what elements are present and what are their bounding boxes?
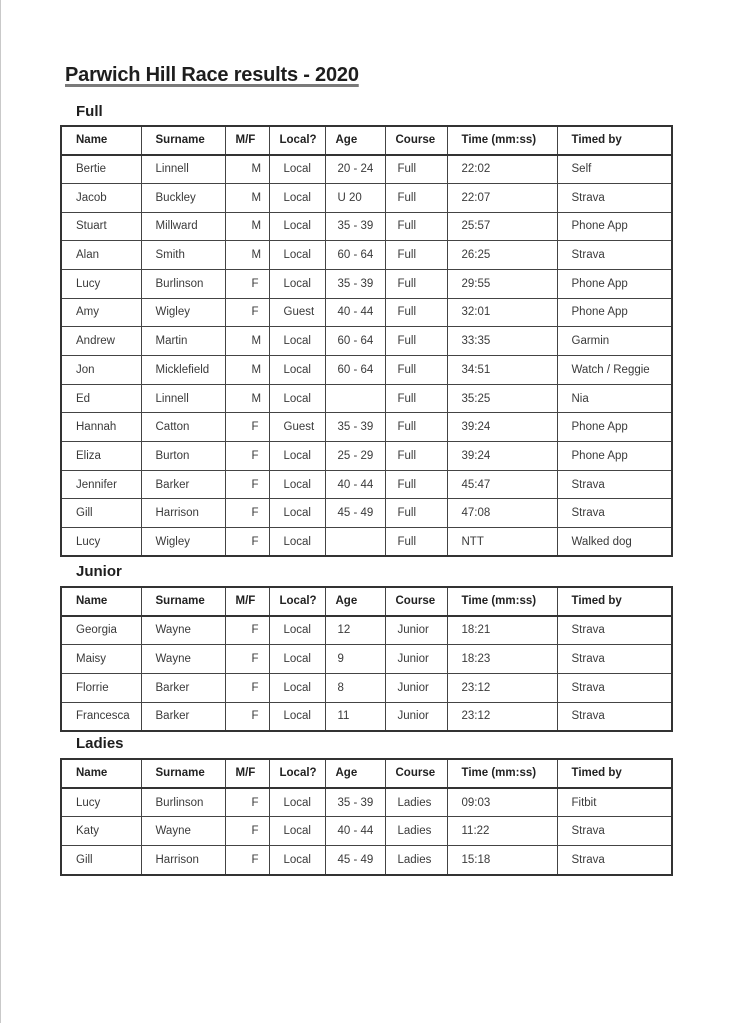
column-header-surname: Surname [141, 126, 225, 155]
cell-course: Ladies [385, 817, 447, 846]
cell-name: Georgia [61, 616, 141, 645]
cell-timed-by: Watch / Reggie [557, 356, 672, 385]
cell-local: Local [269, 327, 325, 356]
cell-surname: Millward [141, 212, 225, 241]
cell-time: 45:47 [447, 470, 557, 499]
cell-course: Full [385, 413, 447, 442]
section-heading-full: Full [76, 103, 103, 120]
cell-mf: F [225, 788, 269, 817]
cell-time: 26:25 [447, 241, 557, 270]
cell-timed-by: Fitbit [557, 788, 672, 817]
cell-age [325, 384, 385, 413]
cell-local: Local [269, 817, 325, 846]
cell-local: Local [269, 788, 325, 817]
cell-surname: Harrison [141, 499, 225, 528]
cell-name: Hannah [61, 413, 141, 442]
cell-local: Guest [269, 413, 325, 442]
cell-timed-by: Phone App [557, 442, 672, 471]
table-row [61, 470, 672, 499]
column-header-local: Local? [269, 126, 325, 155]
column-header-time: Time (mm:ss) [447, 587, 557, 616]
cell-surname: Buckley [141, 183, 225, 212]
cell-surname: Wayne [141, 817, 225, 846]
page-edge [0, 0, 1, 1023]
cell-timed-by: Phone App [557, 413, 672, 442]
cell-local: Local [269, 499, 325, 528]
cell-mf: F [225, 702, 269, 731]
cell-timed-by: Strava [557, 673, 672, 702]
table-row [61, 702, 672, 731]
cell-surname: Smith [141, 241, 225, 270]
cell-surname: Burlinson [141, 788, 225, 817]
column-header-name: Name [61, 587, 141, 616]
cell-timed-by: Strava [557, 499, 672, 528]
cell-mf: F [225, 470, 269, 499]
column-header-timed-by: Timed by [557, 759, 672, 788]
cell-course: Junior [385, 645, 447, 674]
cell-local: Local [269, 470, 325, 499]
column-header-mf: M/F [225, 126, 269, 155]
table-row [61, 298, 672, 327]
cell-local: Local [269, 384, 325, 413]
table-row [61, 788, 672, 817]
cell-name: Stuart [61, 212, 141, 241]
cell-name: Gill [61, 846, 141, 875]
cell-surname: Wigley [141, 528, 225, 557]
cell-time: 23:12 [447, 673, 557, 702]
cell-local: Local [269, 155, 325, 184]
column-header-course: Course [385, 126, 447, 155]
cell-mf: M [225, 212, 269, 241]
cell-name: Eliza [61, 442, 141, 471]
cell-mf: M [225, 241, 269, 270]
cell-course: Full [385, 155, 447, 184]
table-row [61, 846, 672, 875]
column-header-local: Local? [269, 587, 325, 616]
column-header-time: Time (mm:ss) [447, 759, 557, 788]
cell-local: Local [269, 702, 325, 731]
cell-surname: Linnell [141, 155, 225, 184]
cell-name: Amy [61, 298, 141, 327]
table-row [61, 528, 672, 557]
cell-time: 29:55 [447, 269, 557, 298]
cell-time: NTT [447, 528, 557, 557]
column-header-name: Name [61, 759, 141, 788]
column-header-time: Time (mm:ss) [447, 126, 557, 155]
cell-mf: F [225, 499, 269, 528]
cell-course: Full [385, 499, 447, 528]
document-title: Parwich Hill Race results - 2020 [65, 64, 359, 86]
header-row [61, 587, 672, 616]
section-heading-junior: Junior [76, 563, 122, 580]
column-header-age: Age [325, 587, 385, 616]
column-header-timed-by: Timed by [557, 126, 672, 155]
cell-mf: F [225, 616, 269, 645]
cell-course: Full [385, 212, 447, 241]
cell-course: Full [385, 442, 447, 471]
cell-timed-by: Self [557, 155, 672, 184]
cell-name: Lucy [61, 269, 141, 298]
cell-mf: F [225, 442, 269, 471]
cell-timed-by: Phone App [557, 298, 672, 327]
cell-time: 33:35 [447, 327, 557, 356]
cell-course: Junior [385, 702, 447, 731]
cell-name: Lucy [61, 528, 141, 557]
cell-time: 34:51 [447, 356, 557, 385]
cell-local: Local [269, 269, 325, 298]
table-row [61, 155, 672, 184]
cell-surname: Burlinson [141, 269, 225, 298]
header-row [61, 759, 672, 788]
cell-name: Katy [61, 817, 141, 846]
cell-age: 40 - 44 [325, 298, 385, 327]
cell-time: 25:57 [447, 212, 557, 241]
cell-age: 40 - 44 [325, 470, 385, 499]
table-row [61, 356, 672, 385]
cell-time: 15:18 [447, 846, 557, 875]
cell-age: 11 [325, 702, 385, 731]
column-header-name: Name [61, 126, 141, 155]
table-row [61, 241, 672, 270]
column-header-surname: Surname [141, 587, 225, 616]
cell-course: Full [385, 356, 447, 385]
cell-time: 47:08 [447, 499, 557, 528]
cell-local: Local [269, 356, 325, 385]
junior-results-table [60, 586, 673, 732]
cell-surname: Wayne [141, 645, 225, 674]
cell-mf: M [225, 384, 269, 413]
cell-name: Francesca [61, 702, 141, 731]
cell-surname: Martin [141, 327, 225, 356]
table-row [61, 817, 672, 846]
cell-time: 22:02 [447, 155, 557, 184]
cell-surname: Catton [141, 413, 225, 442]
cell-age: 35 - 39 [325, 269, 385, 298]
cell-local: Local [269, 241, 325, 270]
cell-course: Ladies [385, 788, 447, 817]
cell-time: 39:24 [447, 442, 557, 471]
cell-local: Local [269, 616, 325, 645]
column-header-mf: M/F [225, 759, 269, 788]
cell-timed-by: Strava [557, 183, 672, 212]
cell-mf: M [225, 327, 269, 356]
cell-local: Local [269, 528, 325, 557]
cell-age: 45 - 49 [325, 499, 385, 528]
cell-course: Full [385, 528, 447, 557]
cell-mf: F [225, 413, 269, 442]
cell-timed-by: Strava [557, 241, 672, 270]
cell-time: 22:07 [447, 183, 557, 212]
cell-age [325, 528, 385, 557]
cell-mf: M [225, 183, 269, 212]
cell-age: 12 [325, 616, 385, 645]
cell-time: 35:25 [447, 384, 557, 413]
cell-local: Local [269, 673, 325, 702]
section-heading-ladies: Ladies [76, 735, 124, 752]
column-header-course: Course [385, 587, 447, 616]
cell-surname: Micklefield [141, 356, 225, 385]
cell-timed-by: Phone App [557, 269, 672, 298]
column-header-surname: Surname [141, 759, 225, 788]
cell-age: U 20 [325, 183, 385, 212]
column-header-course: Course [385, 759, 447, 788]
cell-local: Local [269, 212, 325, 241]
cell-timed-by: Strava [557, 616, 672, 645]
cell-age: 9 [325, 645, 385, 674]
cell-timed-by: Strava [557, 470, 672, 499]
cell-time: 18:23 [447, 645, 557, 674]
cell-local: Local [269, 183, 325, 212]
cell-mf: F [225, 645, 269, 674]
cell-course: Full [385, 269, 447, 298]
table-row [61, 616, 672, 645]
column-header-mf: M/F [225, 587, 269, 616]
cell-local: Local [269, 846, 325, 875]
cell-age: 35 - 39 [325, 413, 385, 442]
cell-name: Jon [61, 356, 141, 385]
header-row [61, 126, 672, 155]
cell-course: Full [385, 183, 447, 212]
table-row [61, 645, 672, 674]
ladies-results-table [60, 758, 673, 876]
cell-age: 35 - 39 [325, 788, 385, 817]
table-row [61, 442, 672, 471]
cell-name: Maisy [61, 645, 141, 674]
cell-mf: M [225, 155, 269, 184]
cell-course: Full [385, 327, 447, 356]
cell-name: Jacob [61, 183, 141, 212]
cell-surname: Wayne [141, 616, 225, 645]
cell-mf: F [225, 298, 269, 327]
cell-surname: Barker [141, 470, 225, 499]
table-row [61, 413, 672, 442]
cell-course: Full [385, 298, 447, 327]
cell-name: Ed [61, 384, 141, 413]
cell-course: Junior [385, 673, 447, 702]
cell-time: 23:12 [447, 702, 557, 731]
cell-surname: Burton [141, 442, 225, 471]
cell-timed-by: Strava [557, 702, 672, 731]
full-results-table [60, 125, 673, 557]
cell-name: Alan [61, 241, 141, 270]
cell-local: Local [269, 645, 325, 674]
cell-timed-by: Nia [557, 384, 672, 413]
cell-time: 32:01 [447, 298, 557, 327]
cell-age: 8 [325, 673, 385, 702]
cell-name: Florrie [61, 673, 141, 702]
cell-course: Junior [385, 616, 447, 645]
column-header-local: Local? [269, 759, 325, 788]
cell-time: 39:24 [447, 413, 557, 442]
cell-timed-by: Garmin [557, 327, 672, 356]
cell-mf: F [225, 673, 269, 702]
cell-surname: Linnell [141, 384, 225, 413]
cell-time: 09:03 [447, 788, 557, 817]
cell-mf: F [225, 528, 269, 557]
cell-name: Gill [61, 499, 141, 528]
table-row [61, 212, 672, 241]
cell-age: 60 - 64 [325, 327, 385, 356]
cell-surname: Barker [141, 702, 225, 731]
cell-mf: F [225, 269, 269, 298]
column-header-age: Age [325, 126, 385, 155]
cell-course: Full [385, 384, 447, 413]
cell-age: 60 - 64 [325, 241, 385, 270]
table-row [61, 183, 672, 212]
table-row [61, 384, 672, 413]
cell-mf: M [225, 356, 269, 385]
cell-age: 40 - 44 [325, 817, 385, 846]
cell-timed-by: Strava [557, 846, 672, 875]
cell-mf: F [225, 846, 269, 875]
column-header-age: Age [325, 759, 385, 788]
cell-age: 20 - 24 [325, 155, 385, 184]
cell-surname: Wigley [141, 298, 225, 327]
cell-course: Full [385, 470, 447, 499]
cell-age: 35 - 39 [325, 212, 385, 241]
cell-course: Full [385, 241, 447, 270]
table-row [61, 269, 672, 298]
cell-surname: Barker [141, 673, 225, 702]
table-row [61, 327, 672, 356]
cell-mf: F [225, 817, 269, 846]
cell-name: Andrew [61, 327, 141, 356]
cell-age: 25 - 29 [325, 442, 385, 471]
cell-timed-by: Strava [557, 645, 672, 674]
cell-name: Bertie [61, 155, 141, 184]
cell-course: Ladies [385, 846, 447, 875]
table-row [61, 673, 672, 702]
cell-surname: Harrison [141, 846, 225, 875]
cell-time: 18:21 [447, 616, 557, 645]
column-header-timed-by: Timed by [557, 587, 672, 616]
cell-name: Jennifer [61, 470, 141, 499]
table-row [61, 499, 672, 528]
cell-timed-by: Phone App [557, 212, 672, 241]
cell-age: 60 - 64 [325, 356, 385, 385]
cell-name: Lucy [61, 788, 141, 817]
cell-timed-by: Walked dog [557, 528, 672, 557]
cell-age: 45 - 49 [325, 846, 385, 875]
cell-local: Local [269, 442, 325, 471]
cell-timed-by: Strava [557, 817, 672, 846]
cell-local: Guest [269, 298, 325, 327]
cell-time: 11:22 [447, 817, 557, 846]
